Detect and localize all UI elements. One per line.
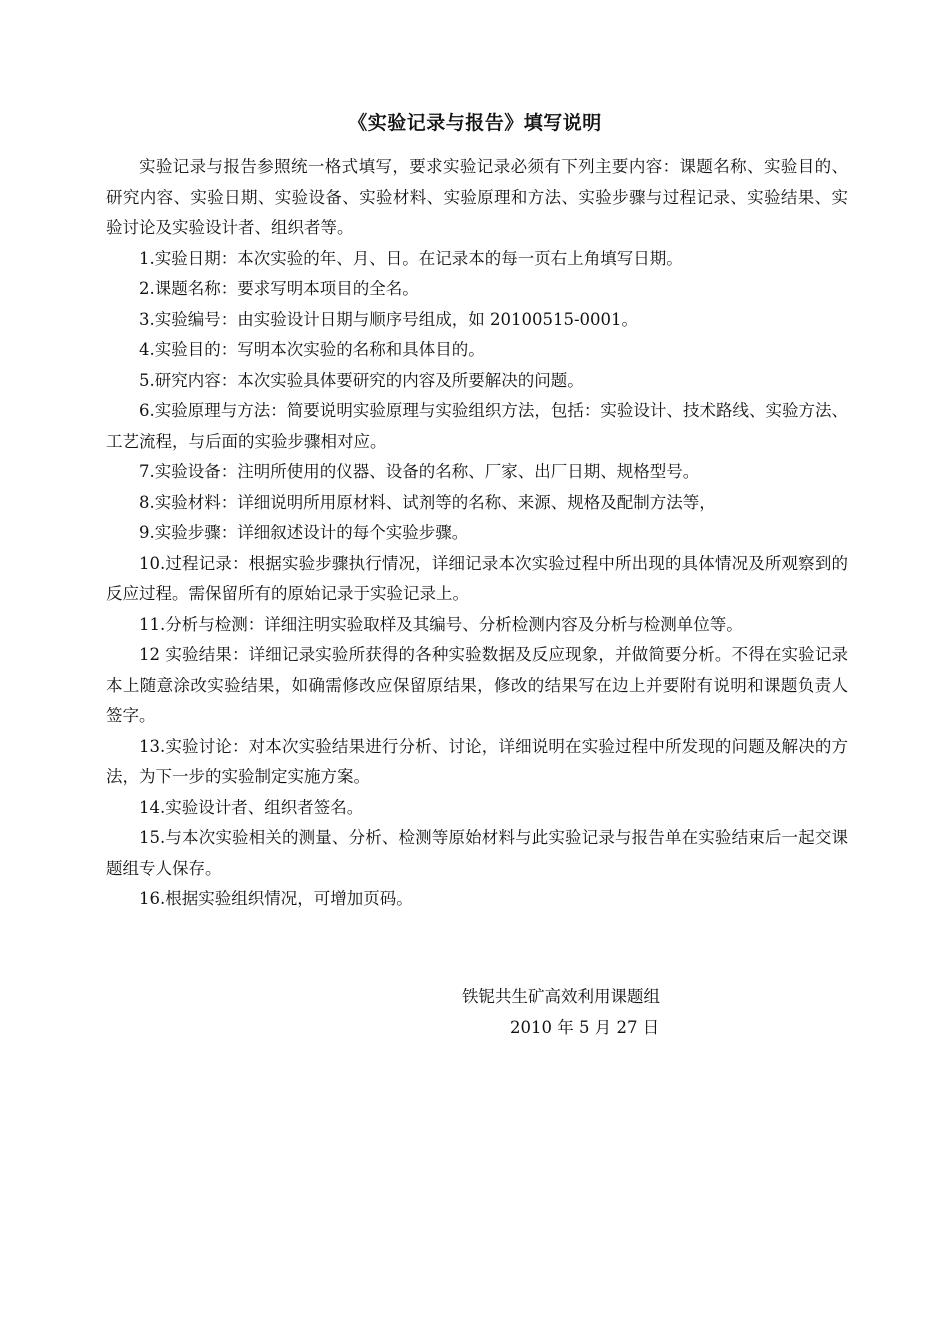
- item-steps: 9.实验步骤：详细叙述设计的每个实验步骤。: [139, 523, 469, 542]
- signature-organization: 铁铌共生矿高效利用课题组: [462, 987, 660, 1006]
- intro-paragraph: 实验记录与报告参照统一格式填写，要求实验记录必须有下列主要内容：课题名称、实验目的、研究内容、实验日期、实验设备、实验材料、实验原理和方法、实验步骤与过程记录、实验结果、实验讨论及实验设计者、组织者等。: [106, 157, 848, 237]
- signature-date: 2010 年 5 月 27 日: [510, 1017, 660, 1037]
- item-materials: 8.实验材料：详细说明所用原材料、试剂等的名称、来源、规格及配制方法等，: [139, 492, 716, 512]
- document-body: [106, 152, 848, 915]
- document-title: 《实验记录与报告》填写说明: [348, 112, 602, 134]
- item-discussion: 13.实验讨论：对本次实验结果进行分析、讨论，详细说明在实验过程中所发现的问题及解决的方法，为下一步的实验制定实施方案。: [106, 736, 848, 786]
- item-raw-materials-storage: 15.与本次实验相关的测量、分析、检测等原始材料与此实验记录与报告单在实验结束后一起交课题组专人保存。: [106, 828, 848, 878]
- item-experiment-date: 1.实验日期：本次实验的年、月、日。在记录本的每一页右上角填写日期。: [139, 248, 683, 268]
- item-equipment: 7.实验设备：注明所使用的仪器、设备的名称、厂家、出厂日期、规格型号。: [139, 462, 700, 481]
- item-experiment-number: 3.实验编号：由实验设计日期与顺序号组成，如 20100515-0001。: [139, 309, 639, 329]
- item-experiment-purpose: 4.实验目的：写明本次实验的名称和具体目的。: [139, 340, 485, 359]
- item-analysis-detection: 11.分析与检测：详细注明实验取样及其编号、分析检测内容及分析与检测单位等。: [139, 614, 743, 634]
- item-project-name: 2.课题名称：要求写明本项目的全名。: [139, 279, 419, 298]
- signature-block: [450, 982, 690, 1043]
- item-research-content: 5.研究内容：本次实验具体要研究的内容及所要解决的问题。: [139, 370, 584, 390]
- item-principle-method: 6.实验原理与方法：简要说明实验原理与实验组织方法，包括：实验设计、技术路线、实验方法、工艺流程，与后面的实验步骤相对应。: [106, 401, 848, 451]
- item-signatures: 14.实验设计者、组织者签名。: [139, 797, 364, 817]
- item-results: 12 实验结果：详细记录实验所获得的各种实验数据及反应现象，并做简要分析。不得在实验记录本上随意涂改实验结果，如确需修改应保留原结果，修改的结果写在边上并要附有说明和课题负责人签字。: [106, 645, 848, 725]
- item-process-record: 10.过程记录：根据实验步骤执行情况，详细记录本次实验过程中所出现的具体情况及所观察到的反应过程。需保留所有的原始记录于实验记录上。: [106, 553, 848, 603]
- item-page-numbers: 16.根据实验组织情况，可增加页码。: [139, 889, 413, 908]
